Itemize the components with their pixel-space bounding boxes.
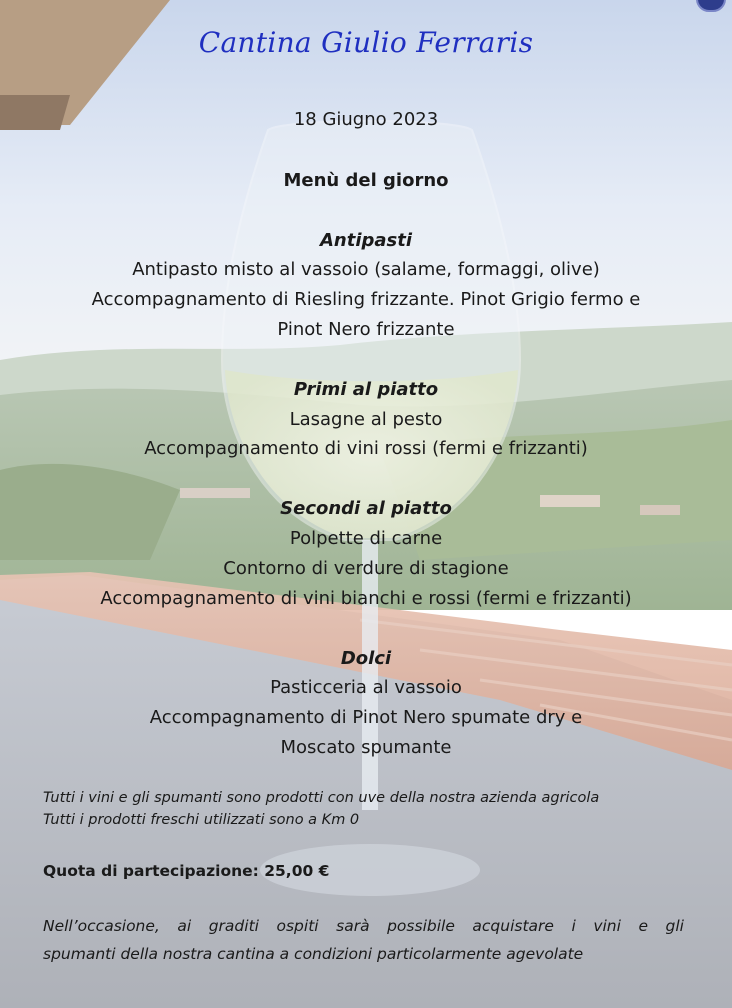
note-line: Tutti i prodotti freschi utilizzati sono a Km 0 xyxy=(43,812,360,828)
section-heading-primi: Primi al piatto xyxy=(293,379,439,400)
menu-item: Contorno di verdure di stagione xyxy=(223,558,509,579)
menu-item: Pasticceria al vassoio xyxy=(270,677,462,698)
section-heading-dolci: Dolci xyxy=(340,648,392,669)
section-heading-antipasti: Antipasti xyxy=(319,230,413,251)
closing-line: Nell’occasione, ai graditi ospiti sarà possibile acquistare i vini e gli xyxy=(43,917,684,935)
date: 18 Giugno 2023 xyxy=(293,109,439,130)
menu-heading: Menù del giorno xyxy=(283,170,449,191)
menu-item: Accompagnamento di vini rossi (fermi e frizzanti) xyxy=(144,438,588,459)
menu-item: Lasagne al pesto xyxy=(289,409,443,430)
page-title: Cantina Giulio Ferraris xyxy=(198,26,534,59)
section-heading-secondi: Secondi al piatto xyxy=(280,498,452,519)
menu-item: Accompagnamento di Pinot Nero spumate dry e xyxy=(149,707,583,728)
price-line: Quota di partecipazione: 25,00 € xyxy=(43,862,330,880)
menu-item: Moscato spumante xyxy=(280,737,452,758)
note-line: Tutti i vini e gli spumanti sono prodotti con uve della nostra azienda agricola xyxy=(43,790,600,806)
menu-item: Accompagnamento di vini bianchi e rossi (fermi e frizzanti) xyxy=(100,588,632,609)
menu-item: Pinot Nero frizzante xyxy=(277,319,455,340)
menu-item: Polpette di carne xyxy=(289,528,443,549)
menu-item: Antipasto misto al vassoio (salame, formaggi, olive) xyxy=(132,259,600,280)
menu-item: Accompagnamento di Riesling frizzante. Pinot Grigio fermo e xyxy=(91,289,641,310)
closing-line: spumanti della nostra cantina a condizioni particolarmente agevolate xyxy=(43,945,584,963)
